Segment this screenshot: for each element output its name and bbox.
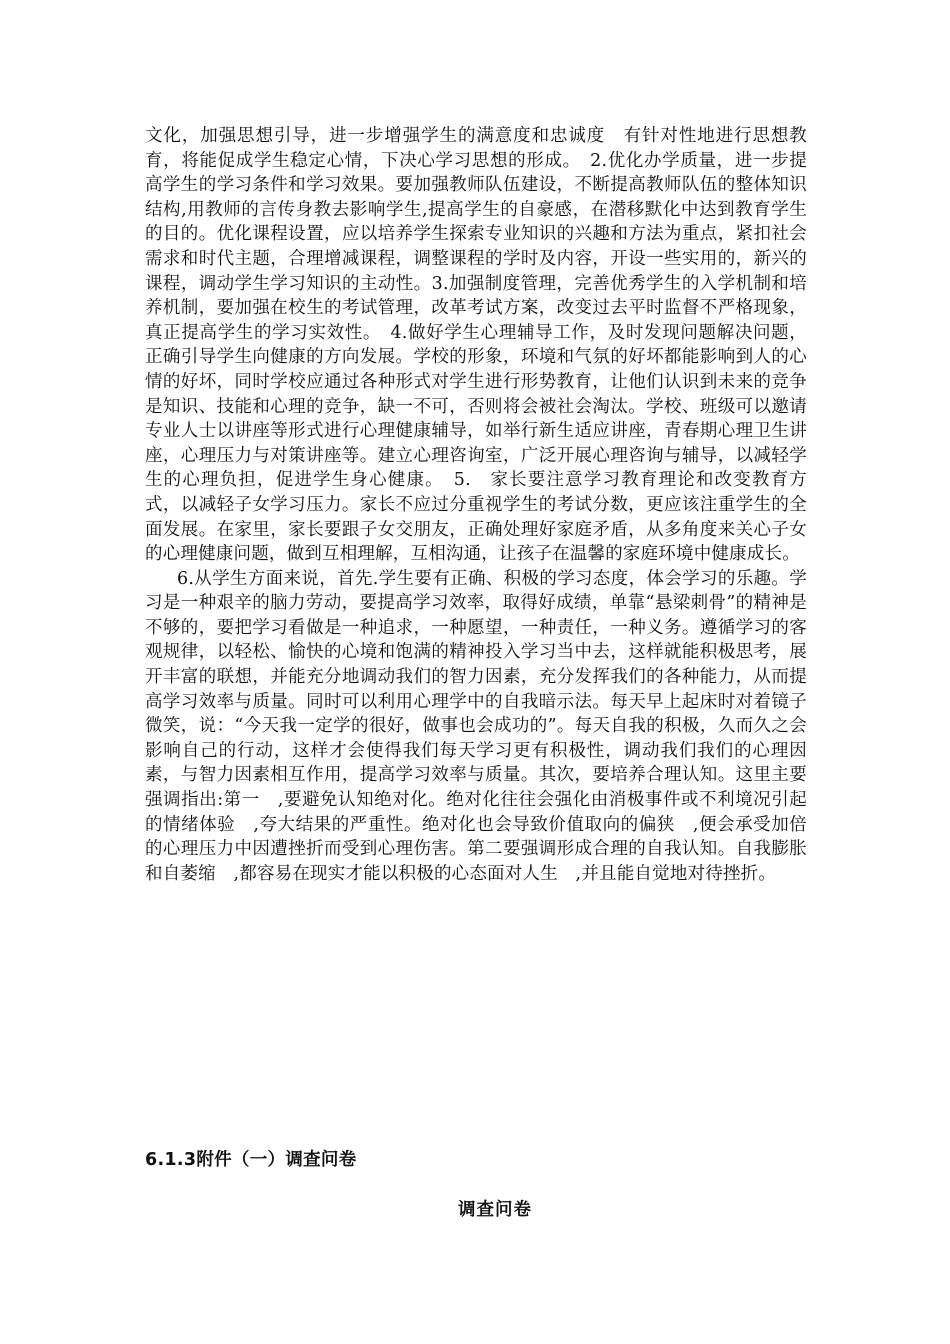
paragraph-student-aspect: 6.从学生方面来说，首先.学生要有正确、积极的学习态度，体会学习的乐趣。学习是一种艰辛的脑力劳动，要提高学习效率，取得好成绩，单靠“悬梁刺骨”的精神是不够的，要把学习看做是一种追求，一种愿望，一种责任，一种义务。遵循学习的客观规律，以轻松、愉快的心境和饱满的精神投入学习当中去，这样就能积极思考，展开丰富的联想，并能充分地调动我们的智力因素，充分发挥我们的各种能力，从而提高学习效率与质量。同时可以利用心理学中的自我暗示法。每天早上起床时对着镜子微笑，说：“今天我一定学的很好，做事也会成功的”。每天自我的积极，久而久之会影响自己的行动，这样才会使得我们每天学习更有积极性，调动我们我们的心理因素，与智力因素相互作用，提高学习效率与质量。其次，要培养合理认知。这里主要强调指出:第一 ,要避免认知绝对化。绝对化往往会强化由消极事件或不利境况引起的情绪体验 ,夸大结果的严重性。绝对化也会导致价值取向的偏狭 ,便会承受加倍的心理压力中因遭挫折而受到心理伤害。第二要强调形成合理的自我认知。自我膨胀和自萎缩 ,都容易在现实才能以积极的心态面对人生 ,并且能自觉地对待挫折。 xyxy=(145,568,807,884)
paragraph-recommendations: 文化，加强思想引导，进一步增强学生的满意度和忠诚度 有针对性地进行思想教育，将能促成学生稳定心情，下决心学习思想的形成。 2.优化办学质量，进一步提高学生的学习条件和学习效果。要加强教师队伍建设，不断提高教师队伍的整体知识结构,用教师的言传身教去影响学生,提高学生的自豪感，在潜移默化中达到教育学生的目的。优化课程设置，应以培养学生探索专业知识的兴趣和方法为重点，紧扣社会需求和时代主题，合理增减课程，调整课程的学时及内容，开设一些实用的，新兴的课程，调动学生学习知识的主动性。3.加强制度管理，完善优秀学生的入学机制和培养机制，要加强在校生的考试管理，改革考试方案，改变过去平时监督不严格现象，真正提高学生的学习实效性。 4.做好学生心理辅导工作，及时发现问题解决问题，正确引导学生向健康的方向发展。学校的形象，环境和气氛的好坏都能影响到人的心情的好坏，同时学校应通过各种形式对学生进行形势教育，让他们认识到未来的竞争是知识、技能和心理的竞争，缺一不可，否则将会被社会淘汰。学校、班级可以邀请专业人士以讲座等形式进行心理健康辅导，如举行新生适应讲座，青春期心理卫生讲座，心理压力与对策讲座等。建立心理咨询室，广泛开展心理咨询与辅导，以减轻学生的心理负担，促进学生身心健康。 5. 家长要注意学习教育理论和改变教育方式，以减轻子女学习压力。家长不应过分重视学生的考试分数，更应该注重学生的全面发展。在家里，家长要跟子女交朋友，正确处理好家庭矛盾，从多角度来关心子女的心理健康问题，做到互相理解，互相沟通，让孩子在温馨的家庭环境中健康成长。 xyxy=(145,126,807,565)
section-heading: 6.1.3附件（一）调查问卷 xyxy=(145,1150,357,1170)
body-text xyxy=(145,124,807,886)
questionnaire-title: 调查问卷 xyxy=(458,1200,532,1220)
